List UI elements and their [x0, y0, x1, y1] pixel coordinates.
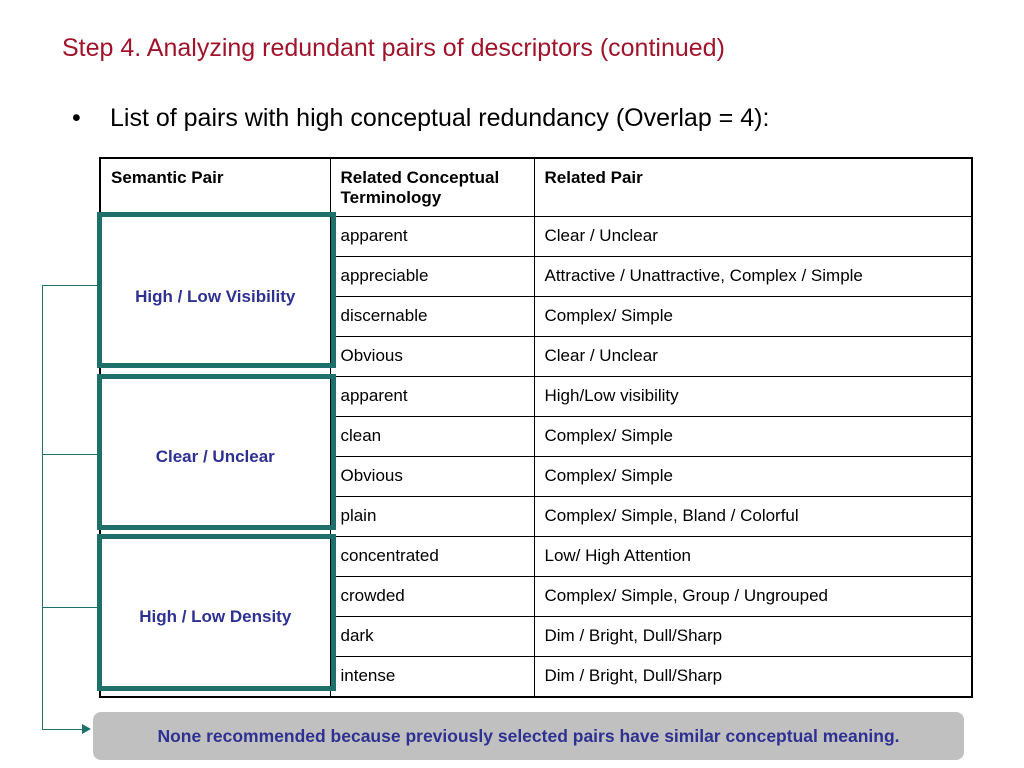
related-pair-cell: Complex/ Simple: [534, 297, 972, 337]
terminology-cell: clean: [330, 417, 534, 457]
terminology-cell: apparent: [330, 377, 534, 417]
bullet-dot: •: [72, 104, 81, 132]
table-row: [100, 537, 972, 577]
terminology-cell: Obvious: [330, 457, 534, 497]
redundancy-table: [99, 157, 973, 698]
related-pair-cell: Complex/ Simple: [534, 457, 972, 497]
table-header-row: [100, 158, 972, 217]
header-related-terminology: Related Conceptual Terminology: [330, 158, 534, 217]
terminology-cell: concentrated: [330, 537, 534, 577]
semantic-pair-cell: High / Low Density: [100, 537, 330, 698]
header-semantic-pair: Semantic Pair: [100, 158, 330, 217]
table-row: [100, 217, 972, 257]
terminology-cell: Obvious: [330, 337, 534, 377]
slide-title: Step 4. Analyzing redundant pairs of descriptors (continued): [62, 34, 725, 62]
bracket-line: [42, 285, 43, 730]
table-row: [100, 377, 972, 417]
related-pair-cell: High/Low visibility: [534, 377, 972, 417]
related-pair-cell: Complex/ Simple, Group / Ungrouped: [534, 577, 972, 617]
header-related-pair: Related Pair: [534, 158, 972, 217]
terminology-cell: apparent: [330, 217, 534, 257]
related-pair-cell: Low/ High Attention: [534, 537, 972, 577]
terminology-cell: intense: [330, 657, 534, 698]
arrow-right-icon: [82, 724, 91, 734]
conclusion-note: None recommended because previously selected pairs have similar conceptual meaning.: [93, 712, 964, 760]
terminology-cell: crowded: [330, 577, 534, 617]
connector-visibility: [42, 285, 97, 286]
related-pair-cell: Clear / Unclear: [534, 217, 972, 257]
connector-density: [42, 607, 97, 608]
semantic-pair-cell: Clear / Unclear: [100, 377, 330, 537]
terminology-cell: discernable: [330, 297, 534, 337]
related-pair-cell: Complex/ Simple: [534, 417, 972, 457]
related-pair-cell: Dim / Bright, Dull/Sharp: [534, 657, 972, 698]
bullet-item: [72, 104, 769, 133]
related-pair-cell: Clear / Unclear: [534, 337, 972, 377]
related-pair-cell: Dim / Bright, Dull/Sharp: [534, 617, 972, 657]
terminology-cell: plain: [330, 497, 534, 537]
bullet-text: List of pairs with high conceptual redundancy (Overlap = 4):: [110, 104, 770, 132]
related-pair-cell: Attractive / Unattractive, Complex / Simple: [534, 257, 972, 297]
connector-clarity: [42, 454, 97, 455]
terminology-cell: appreciable: [330, 257, 534, 297]
semantic-pair-cell: High / Low Visibility: [100, 217, 330, 377]
connector-note: [42, 729, 84, 730]
terminology-cell: dark: [330, 617, 534, 657]
related-pair-cell: Complex/ Simple, Bland / Colorful: [534, 497, 972, 537]
